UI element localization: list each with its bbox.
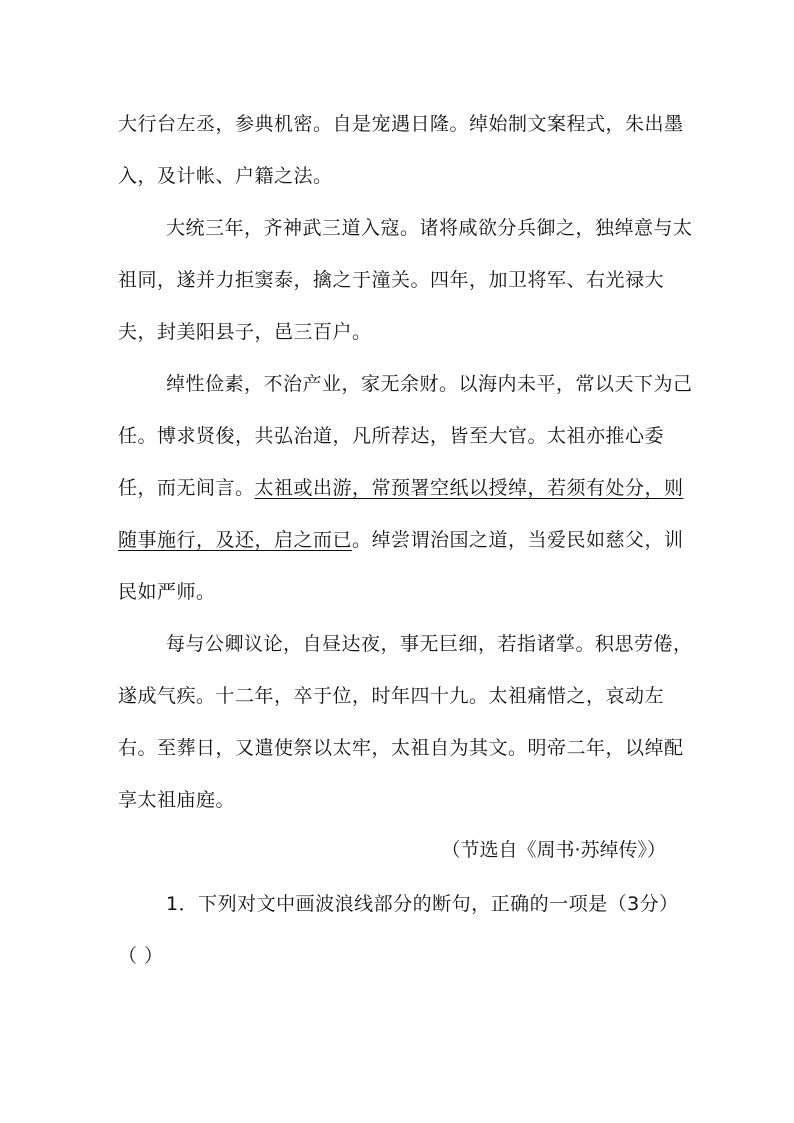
p4-line-4: 享太祖庙庭。 (118, 789, 236, 811)
p1-line-1: 大行台左丞，参典机密。自是宠遇日隆。绰始制文案程式，朱出墨 (118, 113, 684, 135)
p1-line-2: 入，及计帐、户籍之法。 (118, 165, 333, 187)
p2-line-3: 夫，封美阳县子，邑三百户。 (118, 321, 372, 343)
p2-line-1: 大统三年，齐神武三道入寇。诸将咸欲分兵御之，独绰意与太 (166, 217, 693, 239)
p3-line-4 (118, 526, 684, 554)
p3-line-3-plain: 任，而无间言。 (118, 477, 255, 499)
underlined-passage-part-2: 随事施行，及还，启之而已 (118, 529, 353, 551)
p4-line-1: 每与公卿议论，自昼达夜，事无巨细，若指诸掌。积思劳倦， (166, 633, 693, 655)
underlined-passage-part-1: 太祖或出游，常预署空纸以授绰，若须有处分，则 (254, 477, 684, 499)
p3-line-5: 民如严师。 (118, 581, 216, 603)
source-citation: （节选自《周书·苏绰传》） (441, 839, 666, 861)
p3-line-1: 绰性俭素，不治产业，家无余财。以海内未平，常以天下为己 (166, 373, 693, 395)
p4-line-2: 遂成气疾。十二年，卒于位，时年四十九。太祖痛惜之，哀动左 (118, 685, 665, 707)
p3-line-4-plain: 。绰尝谓治国之道，当爱民如慈父，训 (352, 529, 684, 551)
p4-line-3: 右。至葬日，又遣使祭以太牢，太祖自为其文。明帝二年，以绰配 (118, 737, 684, 759)
p2-line-2: 祖同，遂并力拒窦泰，擒之于潼关。四年，加卫将军、右光禄大 (118, 269, 665, 291)
question-1-prompt: 1．下列对文中画波浪线部分的断句，正确的一项是（3分） (166, 893, 679, 915)
p3-line-3 (118, 474, 684, 502)
p3-line-2: 任。博求贤俊，共弘治道，凡所荐达，皆至大官。太祖亦推心委 (118, 425, 665, 447)
question-1-answer-blank: （ ） (118, 945, 164, 967)
